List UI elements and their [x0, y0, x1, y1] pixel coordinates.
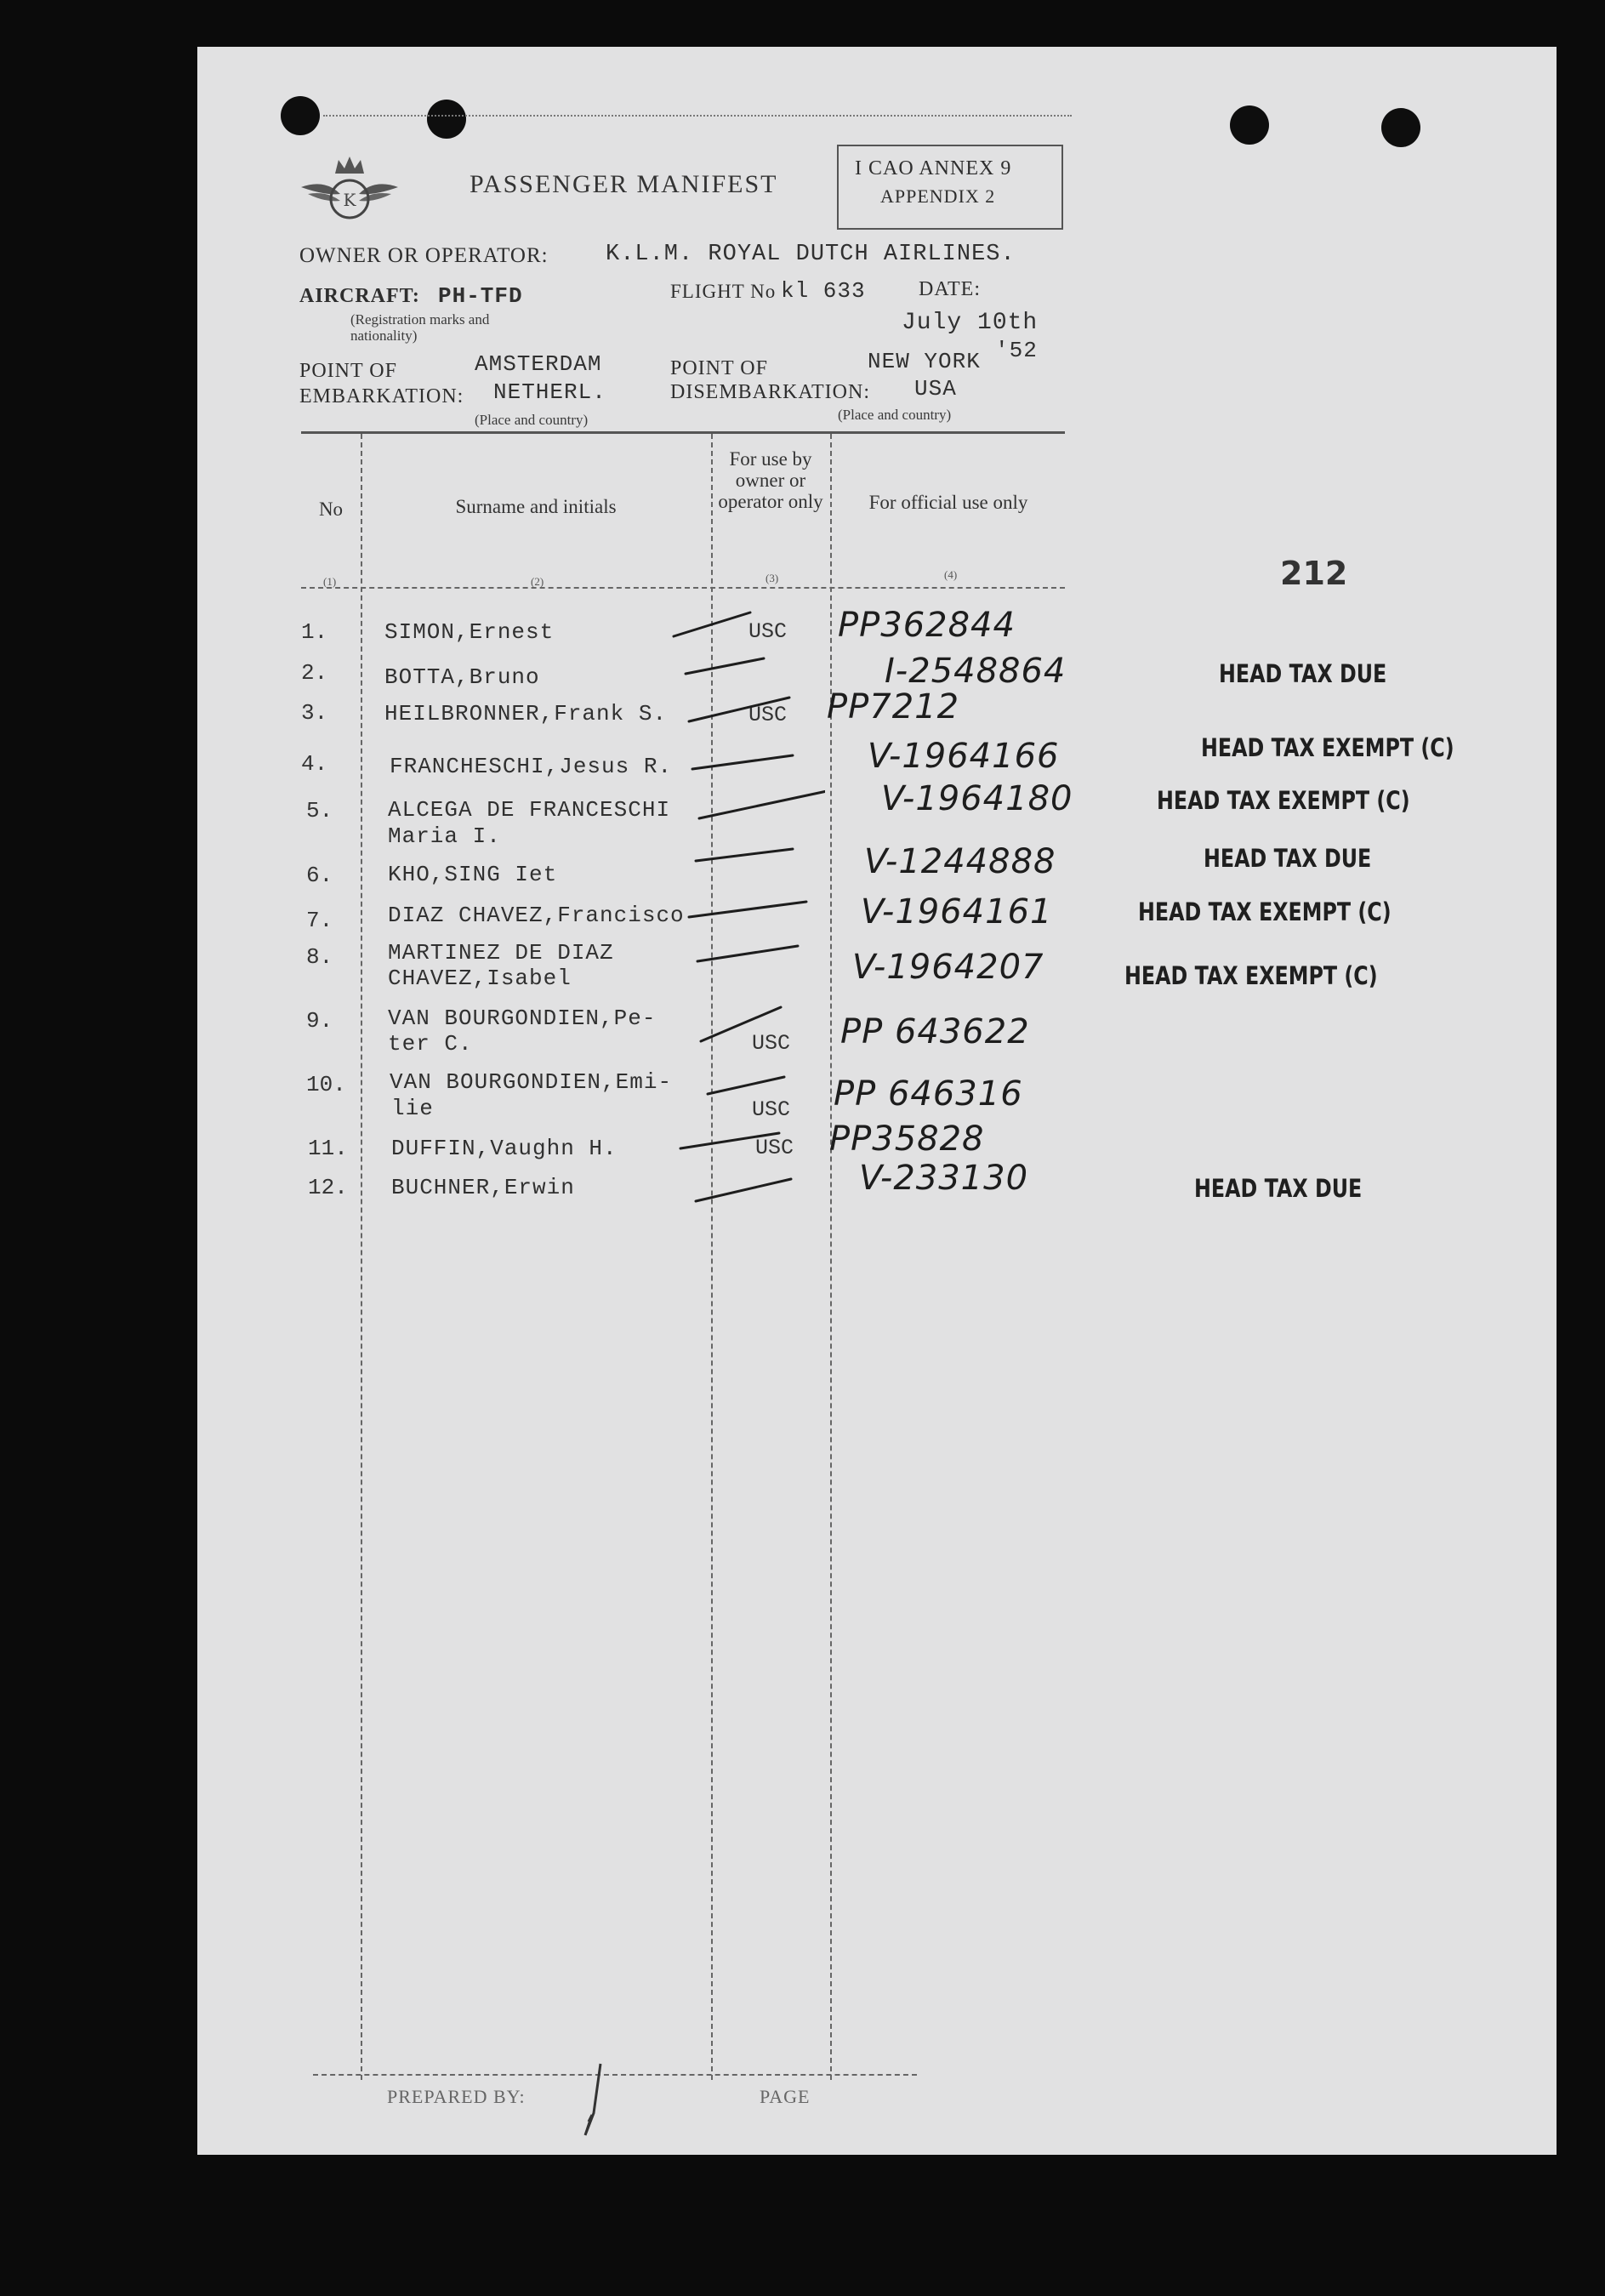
flight-label: FLIGHT No	[670, 281, 777, 302]
row-no: 8.	[306, 944, 333, 970]
col-index-4: (4)	[944, 568, 958, 581]
passenger-name: BUCHNER,Erwin	[391, 1175, 575, 1200]
document-number: PP362844	[838, 606, 1016, 645]
passenger-name: DIAZ CHAVEZ,Francisco	[388, 903, 685, 928]
tax-stamp: HEAD TAX EXEMPT (C)	[1124, 961, 1378, 990]
perforation-line	[323, 115, 1072, 117]
aircraft-label: AIRCRAFT:	[299, 285, 420, 307]
citizenship-code: USC	[752, 1097, 791, 1122]
tax-stamp: HEAD TAX DUE	[1219, 659, 1387, 688]
flight-value: kl 633	[781, 278, 866, 304]
row-no: 10.	[306, 1072, 346, 1097]
disembarkation-label-1: POINT OF	[670, 357, 768, 379]
embarkation-value-2: NETHERL.	[493, 379, 606, 405]
table-divider-1	[361, 434, 362, 2080]
aircraft-note: (Registration marks and nationality)	[350, 311, 490, 344]
tax-stamp: HEAD TAX DUE	[1204, 844, 1372, 873]
check-mark	[696, 849, 793, 861]
col-header-surname: Surname and initials	[455, 496, 617, 517]
row-no: 4.	[301, 751, 328, 777]
passenger-name-cont: CHAVEZ,Isabel	[388, 966, 572, 991]
passenger-name: MARTINEZ DE DIAZ	[388, 940, 614, 966]
citizenship-code: USC	[755, 1136, 794, 1160]
passenger-name: DUFFIN,Vaughn H.	[391, 1136, 618, 1161]
prepared-by-label: PREPARED BY:	[387, 2086, 526, 2107]
page-number: 212	[1280, 555, 1348, 592]
owner-value: K.L.M. ROYAL DUTCH AIRLINES.	[606, 242, 1016, 267]
owner-label: OWNER OR OPERATOR:	[299, 244, 549, 267]
passenger-name: SIMON,Ernest	[384, 619, 555, 645]
row-no: 5.	[306, 798, 333, 823]
table-top-rule	[301, 431, 1065, 434]
document-number: PP35828	[829, 1120, 985, 1159]
passenger-name: FRANCHESCHI,Jesus R.	[390, 754, 673, 779]
row-no: 2.	[301, 660, 328, 686]
signature-mark	[575, 2062, 609, 2139]
row-no: 6.	[306, 863, 333, 888]
klm-crown-logo	[299, 153, 400, 230]
embarkation-label-1: POINT OF	[299, 360, 397, 382]
passenger-name-cont: Maria I.	[388, 823, 501, 849]
disembarkation-value-2: USA	[914, 376, 957, 402]
document-number: V-1244888	[864, 842, 1056, 881]
document-number: PP 643622	[840, 1012, 1030, 1051]
punch-hole	[1230, 105, 1269, 145]
check-mark	[708, 1077, 784, 1094]
disembarkation-label-2: DISEMBARKATION:	[670, 381, 871, 403]
icao-appendix: APPENDIX 2	[880, 185, 996, 207]
row-no: 9.	[306, 1008, 333, 1034]
document-title: PASSENGER MANIFEST	[470, 170, 778, 198]
svg-text:K: K	[343, 190, 356, 210]
row-no: 1.	[301, 619, 328, 645]
check-marks	[655, 595, 825, 1216]
embarkation-place-note: (Place and country)	[475, 412, 589, 428]
check-mark	[696, 1179, 791, 1201]
punch-hole	[281, 96, 320, 135]
punch-hole	[1381, 108, 1420, 147]
date-value: July 10th	[902, 310, 1039, 336]
row-no: 12.	[308, 1175, 348, 1200]
table-header-rule	[301, 587, 1065, 589]
document-number: V-233130	[859, 1159, 1029, 1198]
check-mark	[697, 946, 798, 961]
check-mark	[699, 791, 825, 818]
tax-stamp: HEAD TAX EXEMPT (C)	[1138, 897, 1392, 926]
row-no: 7.	[306, 908, 333, 933]
col-index-2: (2)	[531, 575, 544, 588]
check-mark	[689, 698, 789, 721]
check-mark	[686, 658, 764, 674]
check-mark	[680, 1133, 779, 1148]
page-label: PAGE	[760, 2086, 811, 2107]
table-divider-3	[830, 434, 832, 2080]
embarkation-value-1: AMSTERDAM	[475, 351, 602, 377]
citizenship-code: USC	[748, 703, 788, 727]
col-index-1: (1)	[323, 575, 337, 588]
document-number: V-1964180	[881, 779, 1073, 818]
col-index-3: (3)	[766, 572, 779, 584]
year-value: '52	[995, 338, 1038, 363]
embarkation-label-2: EMBARKATION:	[299, 385, 464, 407]
icao-annex: I CAO ANNEX 9	[855, 157, 1012, 179]
disembarkation-value-1: NEW YORK	[868, 349, 981, 374]
aircraft-value: PH-TFD	[438, 283, 523, 309]
passenger-name: VAN BOURGONDIEN,Emi-	[390, 1069, 673, 1095]
tax-stamp: HEAD TAX DUE	[1194, 1174, 1363, 1203]
citizenship-code: USC	[748, 619, 788, 644]
check-mark	[689, 902, 806, 917]
document-number: PP7212	[827, 687, 960, 726]
document-number: V-1964166	[868, 737, 1060, 776]
document-number: V-1964161	[861, 892, 1053, 932]
passenger-name-cont: lie	[391, 1096, 434, 1121]
disembarkation-place-note: (Place and country)	[838, 407, 952, 423]
check-mark	[674, 612, 750, 636]
document-number: I-2548864	[885, 652, 1067, 691]
date-label: DATE:	[919, 278, 981, 300]
tax-stamp: HEAD TAX EXEMPT (C)	[1201, 733, 1454, 762]
passenger-name: ALCEGA DE FRANCESCHI	[388, 797, 671, 823]
passenger-name: KHO,SING Iet	[388, 862, 558, 887]
col-header-no: No	[318, 499, 344, 520]
table-bottom-rule	[313, 2074, 917, 2076]
document-number: V-1964207	[852, 948, 1044, 987]
citizenship-code: USC	[752, 1031, 791, 1056]
passenger-name: HEILBRONNER,Frank S.	[384, 701, 668, 726]
check-mark	[701, 1007, 781, 1041]
row-no: 3.	[301, 700, 328, 726]
passenger-name-cont: ter C.	[388, 1031, 473, 1057]
document-number: PP 646316	[834, 1074, 1023, 1114]
tax-stamp: HEAD TAX EXEMPT (C)	[1157, 786, 1410, 815]
passenger-name: BOTTA,Bruno	[384, 664, 540, 690]
col-header-owner-use: For use by owner or operator only	[718, 448, 823, 512]
row-no: 11.	[308, 1136, 348, 1161]
col-header-official: For official use only	[868, 492, 1028, 513]
punch-hole	[427, 100, 466, 139]
check-mark	[692, 755, 793, 769]
passenger-name: VAN BOURGONDIEN,Pe-	[388, 1006, 657, 1031]
